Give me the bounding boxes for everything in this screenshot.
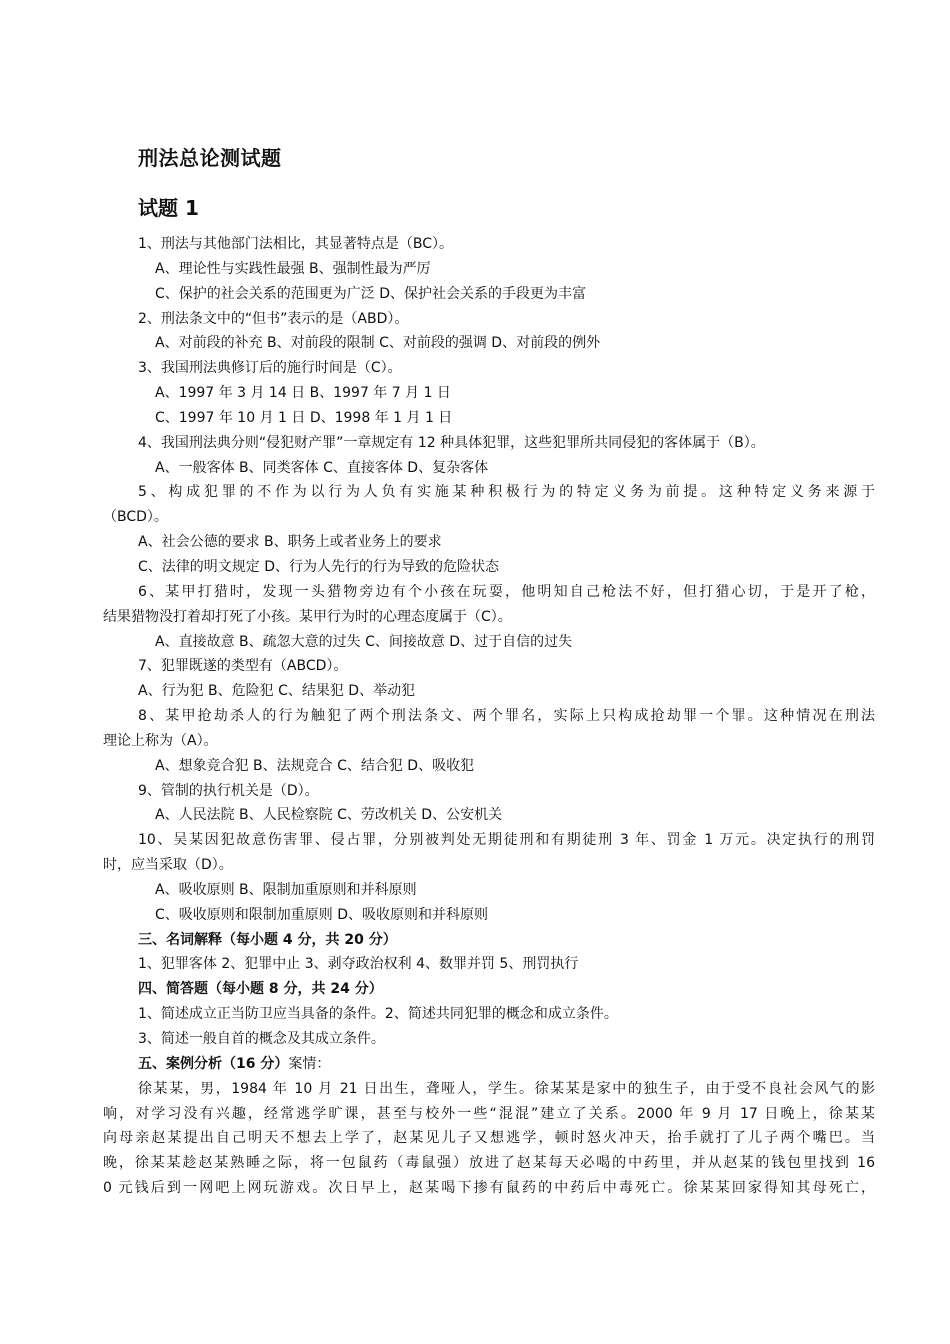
line-text: 10、吴某因犯故意伤害罪、侵占罪，分别被判处无期徒刑和有期徒刑 3 年、罚金 1 万元。决定执行的刑罚: [138, 832, 875, 849]
text-line: [103, 282, 875, 307]
text-line: [103, 1027, 875, 1052]
line-text: A、一般客体 B、同类客体 C、直接客体 D、复杂客体: [155, 459, 489, 476]
text-line: [103, 729, 875, 754]
line-text: C、1997 年 10 月 1 日 D、1998 年 1 月 1 日: [155, 409, 453, 426]
text-line: [103, 828, 875, 853]
text-line: [103, 480, 875, 505]
line-text: 四、简答题（每小题 8 分，共 24 分）: [138, 981, 383, 998]
text-line: [103, 555, 875, 580]
line-text: 7、犯罪既遂的类型有（ABCD）。: [138, 658, 348, 675]
text-line: [103, 1077, 875, 1102]
line-text: A、行为犯 B、危险犯 C、结果犯 D、举动犯: [138, 683, 416, 700]
text-line: [103, 356, 875, 381]
line-text: C、法律的明文规定 D、行为人先行的行为导致的危险状态: [138, 558, 500, 575]
text-line: [103, 1002, 875, 1027]
text-line: [103, 952, 875, 977]
line-text: 晚，徐某某趁赵某熟睡之际，将一包鼠药（毒鼠强）放进了赵某每天必喝的中药里，并从赵某的钱包里找到 16: [103, 1155, 875, 1172]
line-text: 理论上称为（A）。: [103, 732, 218, 749]
text-line: [103, 630, 875, 655]
line-text: 时，应当采取（D）。: [103, 857, 233, 874]
text-line: [103, 530, 875, 555]
line-text: A、直接故意 B、疏忽大意的过失 C、间接故意 D、过于自信的过失: [155, 633, 573, 650]
line-text: 徐某某，男，1984 年 10 月 21 日出生，聋哑人，学生。徐某某是家中的独生子，由于受不良社会风气的影: [138, 1080, 875, 1097]
text-line: [103, 331, 875, 356]
text-line: [103, 307, 875, 332]
text-line: [103, 1151, 875, 1176]
line-text: 2、刑法条文中的“但书”表示的是（ABD）。: [138, 310, 409, 327]
line-text: 五、案例分析（16 分）: [138, 1055, 289, 1072]
text-line: [103, 505, 875, 530]
text-line: [103, 654, 875, 679]
text-line: [103, 257, 875, 282]
line-text: A、吸收原则 B、限制加重原则和并科原则: [155, 881, 417, 898]
text-line: [103, 754, 875, 779]
line-text: 结果猎物没打着却打死了小孩。某甲行为时的心理态度属于（C）。: [103, 608, 512, 625]
text-line: [103, 1052, 875, 1077]
line-text: 5、构成犯罪的不作为以行为人负有实施某种积极行为的特定义务为前提。这种特定义务来源于: [138, 484, 875, 501]
text-line: [103, 381, 875, 406]
line-text: 1、刑法与其他部门法相比，其显著特点是（BC）。: [138, 236, 454, 252]
text-line: [103, 779, 875, 804]
text-line: [103, 1126, 875, 1151]
line-text: （BCD）。: [103, 509, 168, 526]
line-text: A、社会公德的要求 B、职务上或者业务上的要求: [138, 534, 442, 551]
text-line: [103, 903, 875, 928]
text-line: [103, 928, 875, 953]
text-line: [103, 456, 875, 481]
text-line: [103, 803, 875, 828]
line-text: A、人民法院 B、人民检察院 C、劳改机关 D、公安机关: [155, 807, 503, 824]
text-line: [103, 704, 875, 729]
line-text: C、吸收原则和限制加重原则 D、吸收原则和并科原则: [155, 906, 489, 923]
line-text: A、理论性与实践性最强 B、强制性最为严厉: [155, 260, 431, 277]
line-text: 6、某甲打猎时，发现一头猎物旁边有个小孩在玩耍，他明知自己枪法不好，但打猎心切，于是开了枪，: [138, 583, 875, 600]
line-text: 3、我国刑法典修订后的施行时间是（C）。: [138, 360, 402, 377]
line-text: 1、犯罪客体 2、犯罪中止 3、剥夺政治权利 4、数罪并罚 5、刑罚执行: [138, 956, 579, 973]
line-text: 0 元钱后到一网吧上网玩游戏。次日早上，赵某喝下掺有鼠药的中药后中毒死亡。徐某某回家得知其母死亡，: [103, 1180, 875, 1197]
text-line: [103, 853, 875, 878]
text-line: [103, 977, 875, 1002]
line-text: 1、简述成立正当防卫应当具备的条件。2、简述共同犯罪的概念和成立条件。: [138, 1006, 618, 1023]
line-text: A、对前段的补充 B、对前段的限制 C、对前段的强调 D、对前段的例外: [155, 335, 601, 352]
text-line: [103, 878, 875, 903]
line-text: 向母亲赵某提出自己明天不想去上学了，赵某见儿子又想逃学，顿时怒火冲天，抬手就打了儿子两个嘴巴。当: [103, 1130, 875, 1147]
document-body: [103, 232, 875, 1201]
text-line: [103, 580, 875, 605]
text-line: [103, 1176, 875, 1201]
line-text: 响，对学习没有兴趣，经常逃学旷课，甚至与校外一些“混混”建立了关系。2000 年 9 月 17 日晚上，徐某某: [103, 1105, 875, 1122]
text-line: [103, 232, 875, 257]
line-text: A、想象竞合犯 B、法规竞合 C、结合犯 D、吸收犯: [155, 757, 475, 774]
text-line: [103, 605, 875, 630]
line-text: C、保护的社会关系的范围更为广泛 D、保护社会关系的手段更为丰富: [155, 285, 587, 302]
line-text: 三、名词解释（每小题 4 分，共 20 分）: [138, 931, 397, 948]
line-text: 8、某甲抢劫杀人的行为触犯了两个刑法条文、两个罪名，实际上只构成抢劫罪一个罪。这种情况在刑法: [138, 708, 875, 725]
text-line: [103, 431, 875, 456]
line-text: 9、管制的执行机关是（D）。: [138, 782, 319, 799]
text-line: [103, 1102, 875, 1127]
line-text: 4、我国刑法典分则“侵犯财产罪”一章规定有 12 种具体犯罪，这些犯罪所共同侵犯的客体属于（B）。: [138, 434, 765, 451]
line-suffix: 案情：: [288, 1055, 331, 1072]
text-line: [103, 406, 875, 431]
document-title: 刑法总论测试题: [138, 146, 282, 170]
line-text: A、1997 年 3 月 14 日 B、1997 年 7 月 1 日: [155, 385, 451, 402]
line-text: 3、简述一般自首的概念及其成立条件。: [138, 1031, 385, 1047]
text-line: [103, 679, 875, 704]
section-heading: 试题 1: [138, 196, 199, 220]
